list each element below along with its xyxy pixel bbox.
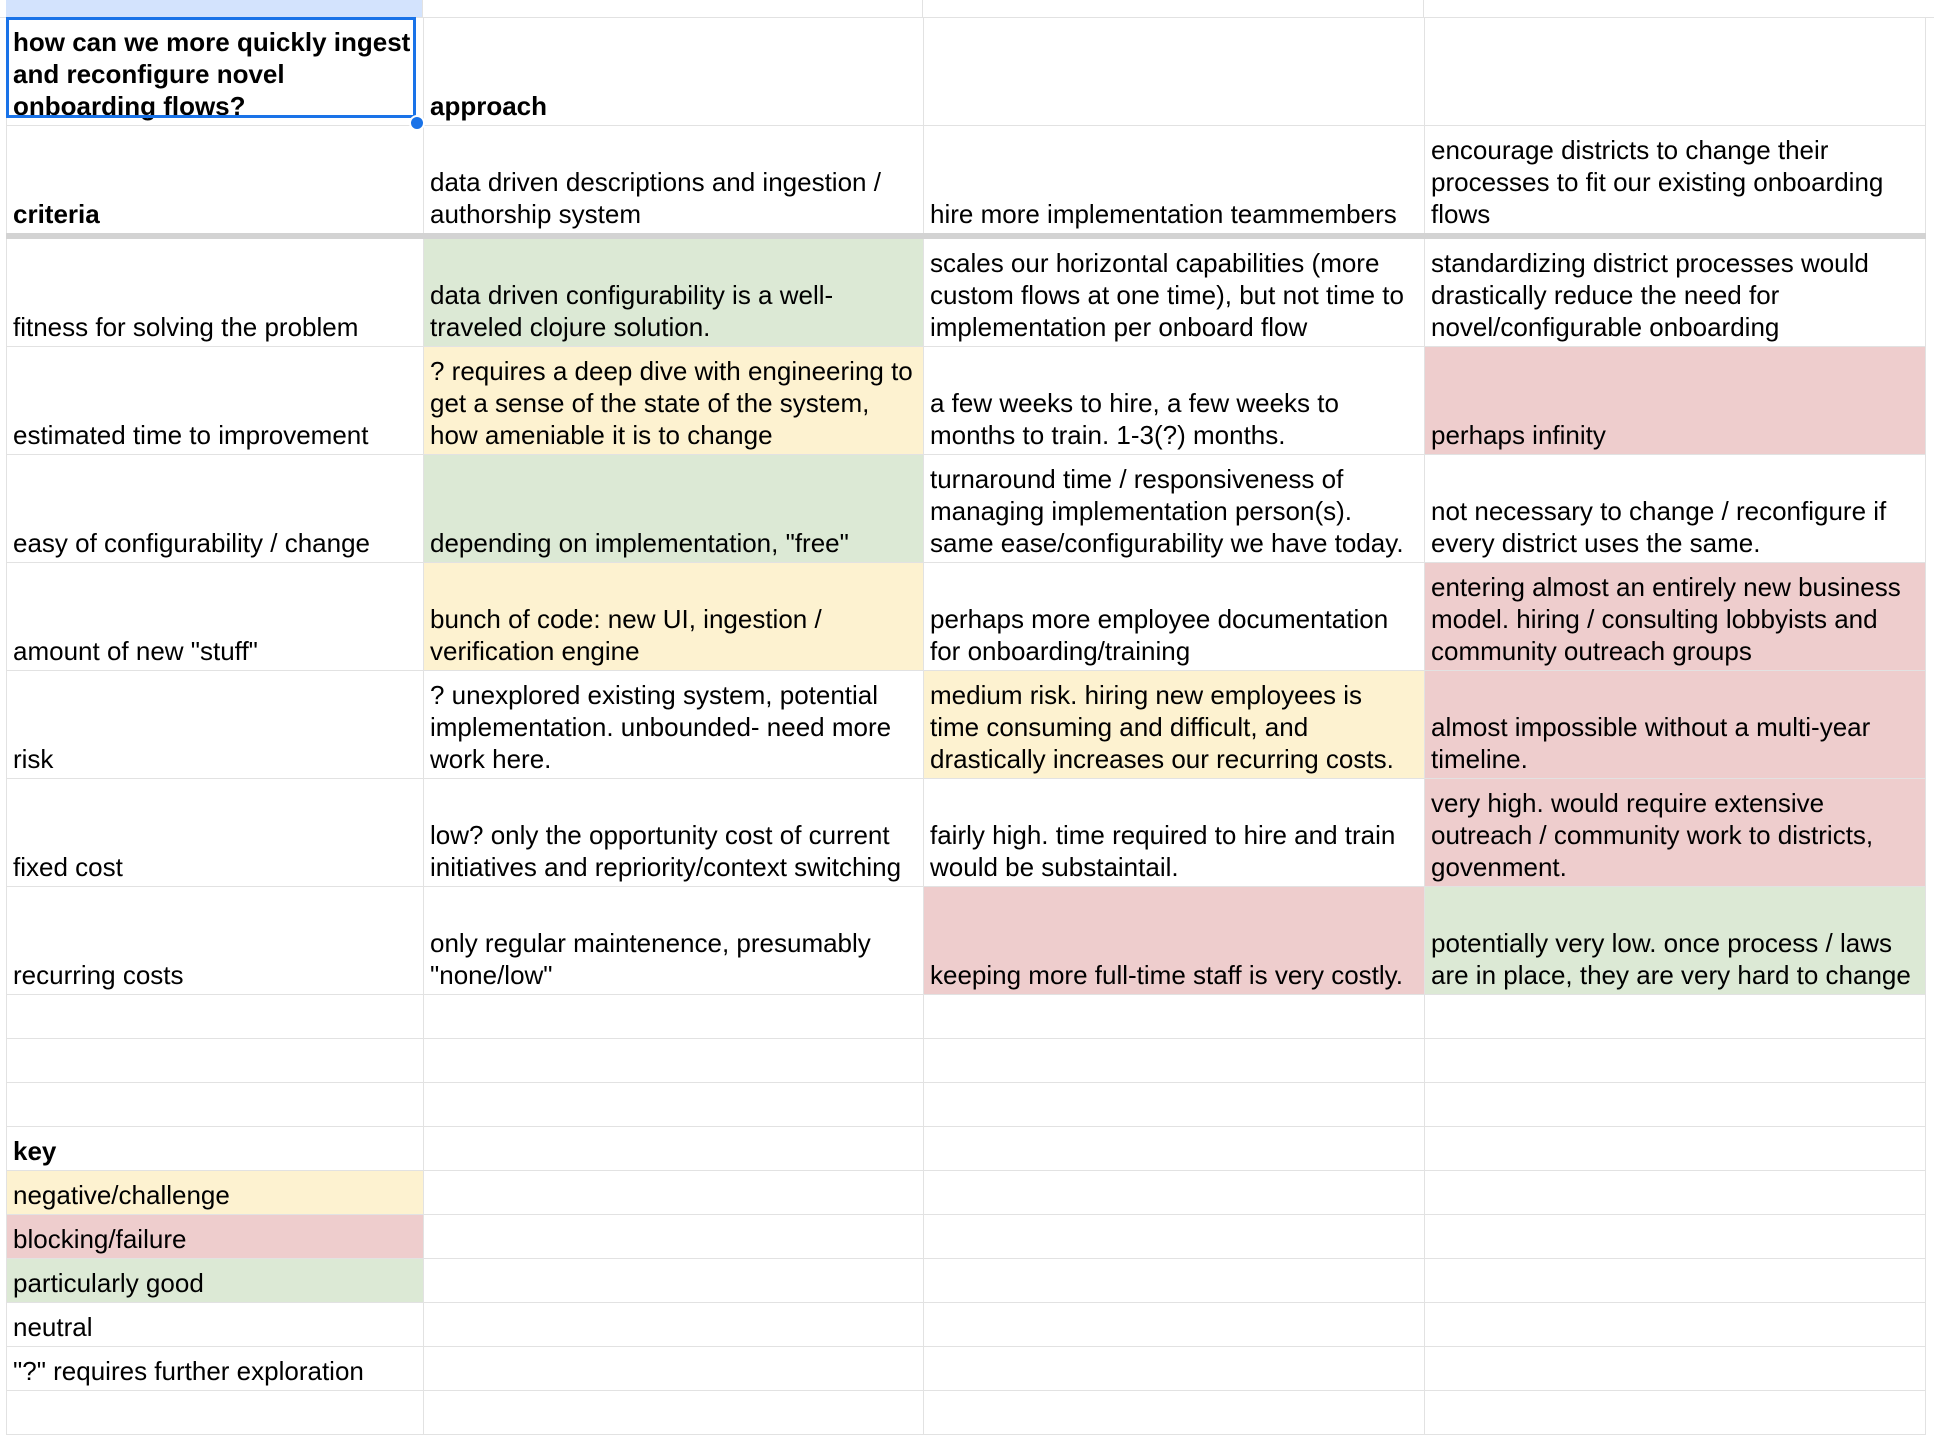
empty-cell[interactable] xyxy=(424,1303,924,1347)
empty-cell[interactable] xyxy=(924,1215,1425,1259)
empty-cell[interactable] xyxy=(1425,1303,1926,1347)
evaluation-cell[interactable]: ? unexplored existing system, potential implementation. unbounded- need more work here. xyxy=(424,671,924,779)
key-row xyxy=(7,1127,1926,1171)
empty-cell[interactable] xyxy=(924,1171,1425,1215)
empty-cell[interactable] xyxy=(7,1039,424,1083)
key-row xyxy=(7,1171,1926,1215)
empty-cell[interactable] xyxy=(1425,1347,1926,1391)
empty-cell[interactable] xyxy=(424,1127,924,1171)
empty-cell[interactable] xyxy=(924,1259,1425,1303)
table-row xyxy=(7,347,1926,455)
table-row xyxy=(7,455,1926,563)
empty-row xyxy=(7,1083,1926,1127)
question-cell[interactable]: how can we more quickly ingest and reconfigure novel onboarding flows? xyxy=(7,18,424,126)
empty-cell[interactable] xyxy=(7,995,424,1039)
table-row xyxy=(7,779,1926,887)
empty-cell[interactable] xyxy=(1425,1083,1926,1127)
evaluation-cell[interactable]: entering almost an entirely new business model. hiring / consulting lobbyists and community outreach groups xyxy=(1425,563,1926,671)
empty-cell[interactable] xyxy=(1425,18,1926,126)
empty-cell[interactable] xyxy=(924,1039,1425,1083)
empty-cell[interactable] xyxy=(424,995,924,1039)
key-good-cell[interactable]: particularly good xyxy=(7,1259,424,1303)
empty-cell[interactable] xyxy=(924,18,1425,126)
criterion-cell[interactable]: risk xyxy=(7,671,424,779)
key-negative-cell[interactable]: negative/challenge xyxy=(7,1171,424,1215)
evaluation-cell[interactable]: perhaps more employee documentation for onboarding/training xyxy=(924,563,1425,671)
key-row xyxy=(7,1215,1926,1259)
fill-handle[interactable] xyxy=(409,115,425,131)
evaluation-cell[interactable]: keeping more full-time staff is very costly. xyxy=(924,887,1425,995)
empty-cell[interactable] xyxy=(1425,1259,1926,1303)
table-row xyxy=(7,671,1926,779)
empty-cell[interactable] xyxy=(924,995,1425,1039)
header-row xyxy=(7,18,1926,126)
empty-cell[interactable] xyxy=(424,1215,924,1259)
evaluation-cell[interactable]: fairly high. time required to hire and train would be substaintail. xyxy=(924,779,1425,887)
criterion-cell[interactable]: fitness for solving the problem xyxy=(7,236,424,347)
approach-cell-hire[interactable]: hire more implementation teammembers xyxy=(924,126,1425,237)
evaluation-cell[interactable]: scales our horizontal capabilities (more custom flows at one time), but not time to implementation per onboard flow xyxy=(924,236,1425,347)
empty-cell[interactable] xyxy=(1425,1039,1926,1083)
evaluation-cell[interactable]: only regular maintenence, presumably "none/low" xyxy=(424,887,924,995)
empty-cell[interactable] xyxy=(424,1259,924,1303)
empty-cell[interactable] xyxy=(924,1347,1425,1391)
empty-cell[interactable] xyxy=(924,1083,1425,1127)
evaluation-cell[interactable]: perhaps infinity xyxy=(1425,347,1926,455)
evaluation-cell[interactable]: medium risk. hiring new employees is time consuming and difficult, and drastically increases our recurring costs. xyxy=(924,671,1425,779)
evaluation-cell[interactable]: bunch of code: new UI, ingestion / verification engine xyxy=(424,563,924,671)
table-row xyxy=(7,236,1926,347)
key-row xyxy=(7,1347,1926,1391)
evaluation-cell[interactable]: a few weeks to hire, a few weeks to months to train. 1-3(?) months. xyxy=(924,347,1425,455)
evaluation-cell[interactable]: depending on implementation, "free" xyxy=(424,455,924,563)
key-title-cell[interactable]: key xyxy=(7,1127,424,1171)
key-neutral-cell[interactable]: neutral xyxy=(7,1303,424,1347)
evaluation-cell[interactable]: potentially very low. once process / laws are in place, they are very hard to change xyxy=(1425,887,1926,995)
key-row xyxy=(7,1259,1926,1303)
evaluation-cell[interactable]: not necessary to change / reconfigure if every district uses the same. xyxy=(1425,455,1926,563)
empty-cell[interactable] xyxy=(424,1083,924,1127)
criterion-cell[interactable]: fixed cost xyxy=(7,779,424,887)
criterion-cell[interactable]: amount of new "stuff" xyxy=(7,563,424,671)
key-row xyxy=(7,1303,1926,1347)
criterion-cell[interactable]: estimated time to improvement xyxy=(7,347,424,455)
empty-cell[interactable] xyxy=(1425,1127,1926,1171)
criterion-cell[interactable]: recurring costs xyxy=(7,887,424,995)
empty-cell[interactable] xyxy=(424,1347,924,1391)
empty-cell[interactable] xyxy=(924,1391,1425,1435)
empty-cell[interactable] xyxy=(7,1391,424,1435)
evaluation-cell[interactable]: very high. would require extensive outreach / community work to districts, govenment. xyxy=(1425,779,1926,887)
empty-cell[interactable] xyxy=(7,1083,424,1127)
empty-row xyxy=(7,1039,1926,1083)
partial-row-above xyxy=(0,0,1934,18)
empty-cell[interactable] xyxy=(1425,1215,1926,1259)
approach-cell-data-driven[interactable]: data driven descriptions and ingestion / authorship system xyxy=(424,126,924,237)
empty-cell[interactable] xyxy=(424,1391,924,1435)
table-row xyxy=(7,887,1926,995)
selected-column-header[interactable] xyxy=(6,0,422,17)
evaluation-cell[interactable]: turnaround time / responsiveness of managing implementation person(s). same ease/configurability we have today. xyxy=(924,455,1425,563)
evaluation-cell[interactable]: data driven configurability is a well-traveled clojure solution. xyxy=(424,236,924,347)
criterion-cell[interactable]: easy of configurability / change xyxy=(7,455,424,563)
approaches-row xyxy=(7,126,1926,237)
empty-cell[interactable] xyxy=(1425,1391,1926,1435)
empty-cell[interactable] xyxy=(424,1171,924,1215)
key-unknown-cell[interactable]: "?" requires further exploration xyxy=(7,1347,424,1391)
table-row xyxy=(7,563,1926,671)
sheet-grid xyxy=(6,17,1926,1435)
empty-row xyxy=(7,1391,1926,1435)
evaluation-cell[interactable]: standardizing district processes would drastically reduce the need for novel/configurable onboarding xyxy=(1425,236,1926,347)
key-blocking-cell[interactable]: blocking/failure xyxy=(7,1215,424,1259)
criteria-label-cell[interactable]: criteria xyxy=(7,126,424,237)
evaluation-cell[interactable]: almost impossible without a multi-year timeline. xyxy=(1425,671,1926,779)
approach-cell-districts[interactable]: encourage districts to change their processes to fit our existing onboarding flows xyxy=(1425,126,1926,237)
empty-cell[interactable] xyxy=(924,1127,1425,1171)
evaluation-cell[interactable]: ? requires a deep dive with engineering to get a sense of the state of the system, how ameniable it is to change xyxy=(424,347,924,455)
empty-cell[interactable] xyxy=(1425,995,1926,1039)
empty-cell[interactable] xyxy=(424,1039,924,1083)
empty-cell[interactable] xyxy=(924,1303,1425,1347)
evaluation-cell[interactable]: low? only the opportunity cost of current initiatives and repriority/context switching xyxy=(424,779,924,887)
empty-row xyxy=(7,995,1926,1039)
empty-cell[interactable] xyxy=(1425,1171,1926,1215)
approach-label-cell[interactable]: approach xyxy=(424,18,924,126)
